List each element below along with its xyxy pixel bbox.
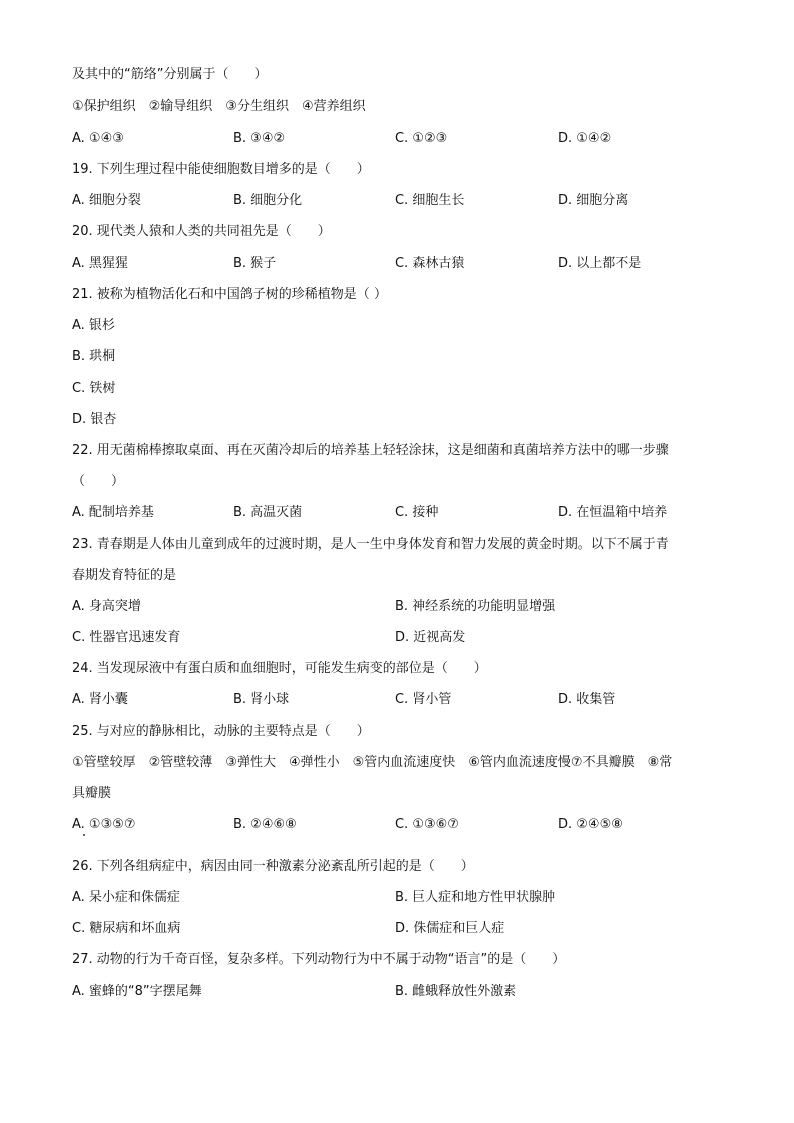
option-b: B. 雌蛾释放性外激素 [395, 984, 517, 999]
option-c: C. 接种 [395, 505, 439, 520]
question-25-options [0, 816, 794, 834]
question-25-items-line2: 具瓣膜 [72, 786, 112, 801]
option-c: C. 肾小管 [395, 692, 452, 707]
question-26-options-row1 [0, 889, 794, 907]
question-22-stem-line1: 22. 用无菌棉棒擦取桌面、再在灭菌冷却后的培养基上轻轻涂抹，这是细菌和真菌培养方法中的哪一步骤 [72, 443, 669, 458]
option-d: D. 以上都不是 [558, 256, 642, 271]
question-21-option-a: A. 银杉 [72, 318, 115, 333]
question-21-option-d: D. 银杏 [72, 412, 117, 427]
option-d: D. 收集管 [558, 692, 616, 707]
question-27-stem: 27. 动物的行为千奇百怪，复杂多样。下列动物行为中不属于动物“语言”的是（ ） [72, 952, 566, 967]
option-a: A. 身高突增 [72, 599, 141, 614]
option-a: A. ①③⑤⑦ [72, 817, 136, 832]
option-d: D. 侏儒症和巨人症 [395, 921, 505, 936]
question-19-options [0, 192, 794, 210]
question-18-options [0, 130, 794, 148]
option-d: D. 近视高发 [395, 630, 466, 645]
option-c: C. ①③⑥⑦ [395, 817, 459, 832]
option-b: B. ③④② [233, 131, 286, 146]
question-18-items: ①保护组织 ②输导组织 ③分生组织 ④营养组织 [72, 99, 366, 114]
question-22-options [0, 504, 794, 522]
option-a: A. 黑猩猩 [72, 256, 128, 271]
question-26-stem: 26. 下列各组病症中，病因由同一种激素分泌紊乱所引起的是（ ） [72, 859, 474, 874]
question-20-options [0, 255, 794, 273]
stray-mark [83, 834, 85, 836]
question-22-stem-line2: （ ） [72, 474, 125, 489]
question-25-stem: 25. 与对应的静脉相比，动脉的主要特点是（ ） [72, 724, 370, 739]
option-d: D. ①④② [558, 131, 612, 146]
option-d: D. ②④⑤⑧ [558, 817, 623, 832]
option-c: C. 细胞生长 [395, 193, 465, 208]
option-d: D. 细胞分离 [558, 193, 629, 208]
option-c: C. ①②③ [395, 131, 448, 146]
option-b: B. 巨人症和地方性甲状腺肿 [395, 890, 556, 905]
option-d: D. 在恒温箱中培养 [558, 505, 668, 520]
option-b: B. 神经系统的功能明显增强 [395, 599, 556, 614]
option-b: B. 高温灭菌 [233, 505, 303, 520]
question-23-stem-line1: 23. 青春期是人体由儿童到成年的过渡时期，是人一生中身体发育和智力发展的黄金时期。以下不属于青 [72, 537, 669, 552]
question-23-options-row2 [0, 629, 794, 647]
question-25-items-line1: ①管壁较厚 ②管壁较薄 ③弹性大 ④弹性小 ⑤管内血流速度快 ⑥管内血流速度慢⑦不具瓣膜 ⑧常 [72, 755, 673, 770]
question-21-option-b: B. 珙桐 [72, 349, 116, 364]
option-a: A. 配制培养基 [72, 505, 154, 520]
question-24-options [0, 691, 794, 709]
question-18-stem-tail: 及其中的“筋络”分别属于（ ） [72, 67, 268, 82]
question-21-option-c: C. 铁树 [72, 381, 116, 396]
question-23-stem-line2: 春期发育特征的是 [72, 568, 177, 583]
question-26-options-row2 [0, 920, 794, 938]
question-19-stem: 19. 下列生理过程中能使细胞数目增多的是（ ） [72, 162, 370, 177]
question-24-stem: 24. 当发现尿液中有蛋白质和血细胞时，可能发生病变的部位是（ ） [72, 661, 487, 676]
option-c: C. 性器官迅速发育 [72, 630, 181, 645]
question-20-stem: 20. 现代类人猿和人类的共同祖先是（ ） [72, 224, 331, 239]
question-27-options-row1 [0, 983, 794, 1001]
option-b: B. 细胞分化 [233, 193, 303, 208]
question-23-options-row1 [0, 598, 794, 616]
option-a: A. 细胞分裂 [72, 193, 141, 208]
question-21-stem: 21. 被称为植物活化石和中国鸽子树的珍稀植物是（ ） [72, 287, 387, 302]
option-a: A. ①④③ [72, 131, 124, 146]
option-b: B. 猴子 [233, 256, 277, 271]
option-a: A. 肾小囊 [72, 692, 128, 707]
option-c: C. 森林古猿 [395, 256, 465, 271]
option-c: C. 糖尿病和坏血病 [72, 921, 181, 936]
option-a: A. 蜜蜂的“8”字摆尾舞 [72, 984, 202, 999]
option-b: B. 肾小球 [233, 692, 290, 707]
option-a: A. 呆小症和侏儒症 [72, 890, 180, 905]
option-b: B. ②④⑥⑧ [233, 817, 297, 832]
